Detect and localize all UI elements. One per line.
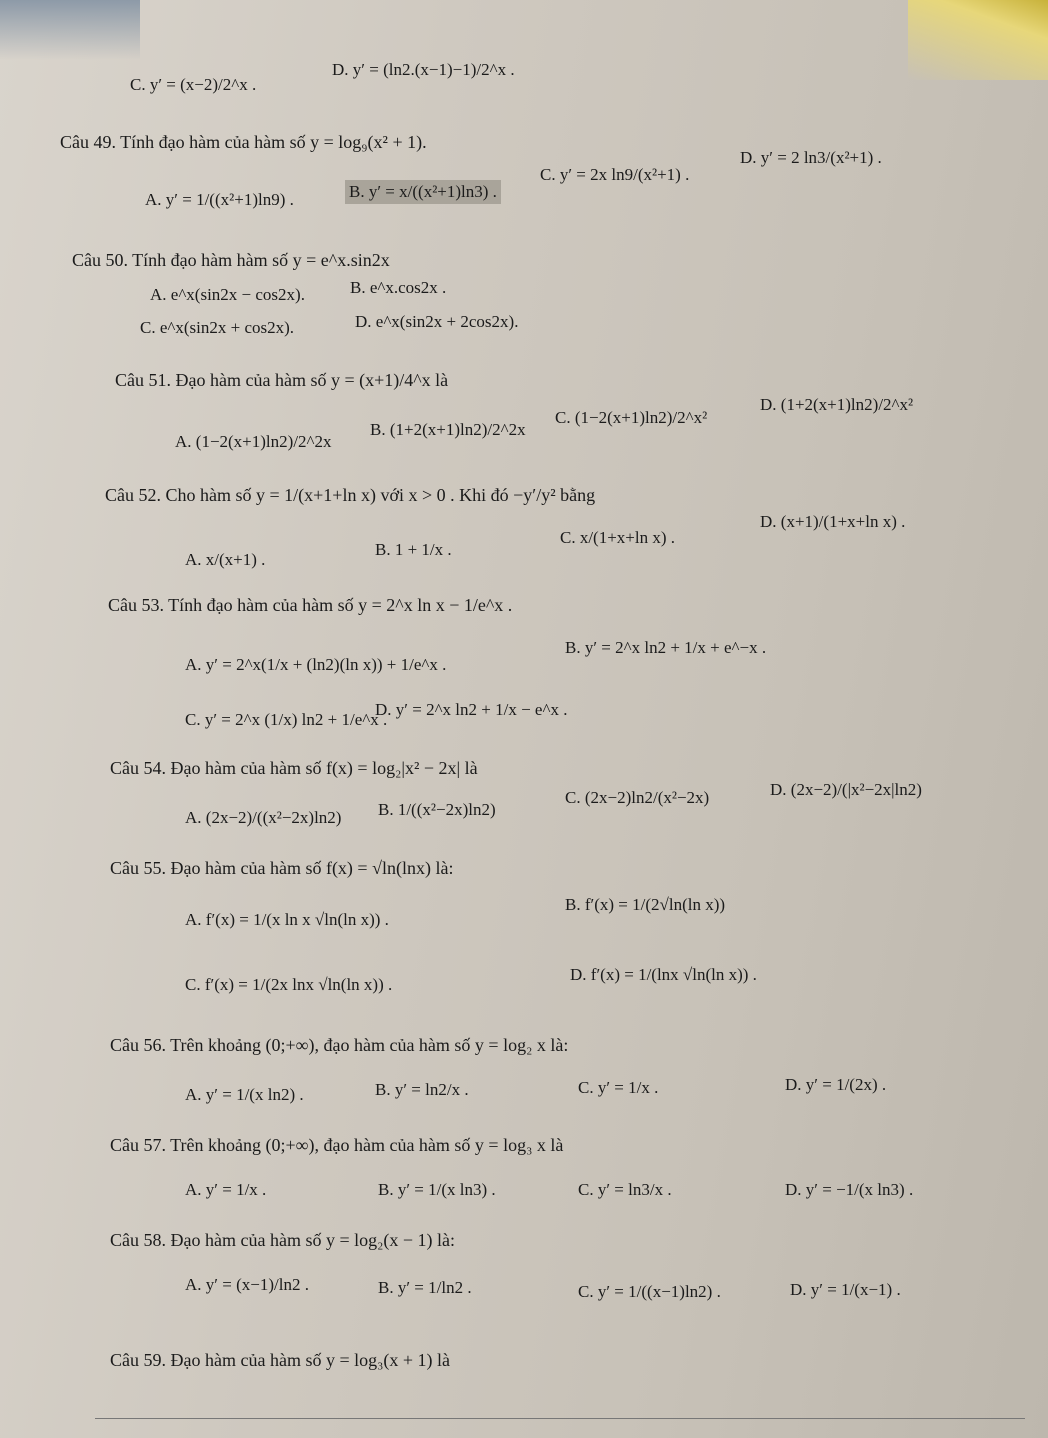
page-bottom-rule [95, 1418, 1025, 1419]
q58-option-c: C. y′ = 1/((x−1)ln2) . [578, 1282, 721, 1301]
q53-option-a: A. y′ = 2^x(1/x + (ln2)(ln x)) + 1/e^x . [185, 655, 447, 674]
q56-option-a: A. y′ = 1/(x ln2) . [185, 1085, 304, 1104]
q54-option-c: C. (2x−2)ln2/(x²−2x) [565, 788, 710, 807]
q57-stem: Câu 57. Trên khoảng (0;+∞), đạo hàm của hàm số y = log₃ x là [110, 1135, 564, 1155]
q48-option-c: C. y′ = (x−2)/2^x . [130, 75, 257, 94]
q56-option-c: C. y′ = 1/x . [578, 1078, 659, 1097]
q51-option-d: D. (1+2(x+1)ln2)/2^x² [760, 395, 914, 414]
q52-option-d: D. (x+1)/(1+x+ln x) . [760, 512, 906, 531]
q54-option-d: D. (2x−2)/(|x²−2x|ln2) [770, 780, 922, 799]
q52-stem: Câu 52. Cho hàm số y = 1/(x+1+ln x) với x > 0 . Khi đó −y′/y² bằng [105, 485, 596, 505]
q54-option-b: B. 1/((x²−2x)ln2) [378, 800, 496, 819]
q53-option-b: B. y′ = 2^x ln2 + 1/x + e^−x . [565, 638, 767, 657]
q55-option-a: A. f′(x) = 1/(x ln x √ln(ln x)) . [185, 910, 389, 929]
q58-option-b: B. y′ = 1/ln2 . [378, 1278, 472, 1297]
q52-option-a: A. x/(x+1) . [185, 550, 266, 569]
q58-option-d: D. y′ = 1/(x−1) . [790, 1280, 901, 1299]
photo-shadow [0, 0, 140, 60]
q50-stem: Câu 50. Tính đạo hàm hàm số y = e^x.sin2x [72, 250, 390, 270]
q53-option-d: D. y′ = 2^x ln2 + 1/x − e^x . [375, 700, 568, 719]
q51-option-a: A. (1−2(x+1)ln2)/2^2x [175, 432, 332, 451]
q56-stem: Câu 56. Trên khoảng (0;+∞), đạo hàm của hàm số y = log₂ x là: [110, 1035, 569, 1055]
q57-option-c: C. y′ = ln3/x . [578, 1180, 672, 1199]
q55-option-b: B. f′(x) = 1/(2√ln(ln x)) [565, 895, 726, 914]
q52-option-b: B. 1 + 1/x . [375, 540, 452, 559]
q59-stem: Câu 59. Đạo hàm của hàm số y = log₃(x + 1) là [110, 1350, 451, 1370]
q52-option-c: C. x/(1+x+ln x) . [560, 528, 676, 547]
q50-option-d: D. e^x(sin2x + 2cos2x). [355, 312, 519, 331]
q50-option-a: A. e^x(sin2x − cos2x). [150, 285, 305, 304]
q51-stem: Câu 51. Đạo hàm của hàm số y = (x+1)/4^x là [115, 370, 449, 390]
q57-option-a: A. y′ = 1/x . [185, 1180, 267, 1199]
q55-option-d: D. f′(x) = 1/(lnx √ln(ln x)) . [570, 965, 757, 984]
q51-option-b: B. (1+2(x+1)ln2)/2^2x [370, 420, 526, 439]
q55-stem: Câu 55. Đạo hàm của hàm số f(x) = √ln(lnx) là: [110, 858, 454, 878]
q58-stem: Câu 58. Đạo hàm của hàm số y = log₂(x − 1) là: [110, 1230, 456, 1250]
q49-option-d: D. y′ = 2 ln3/(x²+1) . [740, 148, 882, 167]
q50-option-c: C. e^x(sin2x + cos2x). [140, 318, 295, 337]
q49-stem: Câu 49. Tính đạo hàm của hàm số y = log₉(x² + 1). [60, 132, 427, 152]
q58-option-a: A. y′ = (x−1)/ln2 . [185, 1275, 309, 1294]
q51-option-c: C. (1−2(x+1)ln2)/2^x² [555, 408, 708, 427]
q55-option-c: C. f′(x) = 1/(2x lnx √ln(ln x)) . [185, 975, 393, 994]
q54-stem: Câu 54. Đạo hàm của hàm số f(x) = log₂|x² − 2x| là [110, 758, 478, 778]
q57-option-b: B. y′ = 1/(x ln3) . [378, 1180, 496, 1199]
q53-option-c: C. y′ = 2^x (1/x) ln2 + 1/e^x . [185, 710, 388, 729]
q49-option-a: A. y′ = 1/((x²+1)ln9) . [145, 190, 294, 209]
q54-option-a: A. (2x−2)/((x²−2x)ln2) [185, 808, 342, 827]
q57-option-d: D. y′ = −1/(x ln3) . [785, 1180, 914, 1199]
q56-option-d: D. y′ = 1/(2x) . [785, 1075, 887, 1094]
photo-glare [908, 0, 1048, 80]
q49-option-c: C. y′ = 2x ln9/(x²+1) . [540, 165, 690, 184]
q49-option-b: B. y′ = x/((x²+1)ln3) . [345, 180, 501, 204]
q50-option-b: B. e^x.cos2x . [350, 278, 447, 297]
q56-option-b: B. y′ = ln2/x . [375, 1080, 469, 1099]
q48-option-d: D. y′ = (ln2.(x−1)−1)/2^x . [332, 60, 515, 79]
q53-stem: Câu 53. Tính đạo hàm của hàm số y = 2^x ln x − 1/e^x . [108, 595, 513, 615]
